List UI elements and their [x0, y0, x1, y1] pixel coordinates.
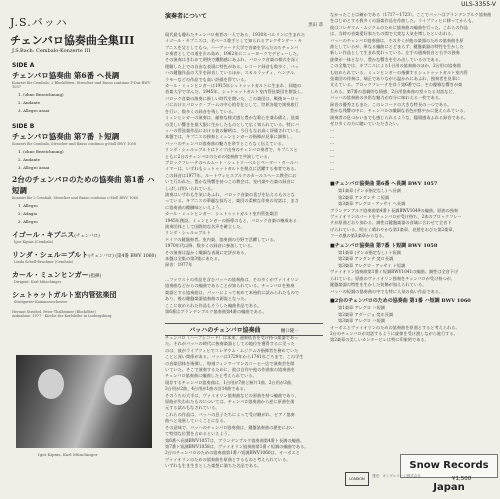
text-line: イマーは、いずれもシュトゥットガルトを拠点に活躍する奏者である。: [165, 166, 299, 172]
credit-line: Hermut Striebel, Peter Thalheimer (Blockflöte): [12, 310, 96, 314]
text-line: そのうちの大半は、ヴァイオリン協奏曲などの原曲を持つ編曲であり、: [165, 392, 299, 398]
text-line: 本盤では、キプニスの独奏とミュンヒンガーの指揮が見事に調和し、: [165, 134, 295, 140]
text-line: …: [330, 152, 335, 158]
side-b-work-1: チェンバロ協奏曲 第7番 ト短調: [12, 132, 120, 141]
essay-continuation: [165, 277, 323, 319]
price: ¥1,500: [452, 476, 472, 482]
text-line: …: [330, 140, 335, 146]
text-line: 原曲が失われたものについては、チェンバロ協奏曲から逆に原曲を復: [165, 399, 295, 405]
side-b-work-2-sub: Konzert für 2 Cembali, Streicher und Basso continuo c-Moll BWV 1060: [12, 196, 139, 200]
text-line: …: [330, 133, 335, 139]
text-line: チェンバロ協奏曲に編曲したと考えられている。: [165, 373, 257, 379]
text-line: ヴァイオリン協奏曲第1番イ短調BWV1041の編曲。調性は全音下げ: [330, 269, 459, 275]
text-line: フーガ風の第3楽章からなる。: [330, 233, 387, 239]
text-line: 彼はコレギウム・ムジクムのために協奏曲の編曲を行った。これらの作品: [330, 24, 468, 30]
side-b-label: SIDE B: [12, 123, 35, 130]
text-line: ロ奏者としての道を歩み始め、1962年にニューヨークでデビューした。: [165, 51, 302, 57]
movement: 3. Allegro: [18, 219, 38, 224]
text-line: リンダ・シェル＝ブルト: [165, 230, 211, 236]
text-line: た。それがバッハの時代に独奏楽器としての地位を獲得するに至った: [165, 341, 295, 347]
text-line: ドイツの鍵盤奏者。室内楽、協奏曲の分野で活躍している。: [165, 236, 278, 242]
text-line: ミュンヒンガーの演奏は、厳格な様式感と豊かな歌心を兼ね備え、弦楽: [165, 115, 300, 121]
photo-figure: [104, 375, 132, 405]
text-line: 第6番はブランデンブルク協奏曲第4番の編曲である。: [165, 309, 267, 315]
text-line: プニスを父としてもつ。ハーヴァード大学で音楽を学んだのちチェンバ: [165, 44, 299, 50]
performer-name: カール・ミュンヒンガー(指揮): [12, 270, 102, 279]
text-line: ブロックフレーテのヘルムート・シュトリーベルとペーター・タールハ: [165, 159, 298, 165]
text-line: 1945年創設。ミュンヒンガーの指導のもと、バロック音楽の権威ある: [165, 217, 297, 223]
label-logo: LONDON: [345, 472, 369, 486]
text-line: ッハの管弦楽作品における彼の解釈は、今日もなお高く評価されている。: [165, 127, 304, 133]
text-line: を行い、数多くの録音を残している。: [165, 108, 237, 114]
movement-row: 第1楽章 アレグロ ハ短調: [338, 305, 385, 311]
text-line: 弦楽団の伴奏は、端正でありながら温かみにあふれ、独奏者を見事に: [330, 76, 461, 82]
text-line: 本盤は全集の第3集にあたる。: [165, 256, 223, 262]
essay-text: [165, 335, 323, 470]
side-b-work-2: 2台のチェンバロのための協奏曲 第1番 ハ短調: [12, 175, 155, 195]
text-line: バッハのチェンバロ協奏曲は、その多くが他の楽器のための協奏曲を原: [330, 37, 464, 43]
text-line: 現存するチェンバロ協奏曲は、1台用が7曲と断片1曲、2台用が3曲、: [165, 379, 296, 385]
album-title-en: J.S.Bach: Cembalo-Konzerte III: [12, 48, 91, 54]
text-line: イゴール・キプニスは、名ベース歌手として知られるアレクサンダー・キ: [165, 38, 302, 44]
movement: 3. Allegro assai: [18, 108, 50, 113]
performers-essay: [165, 12, 323, 270]
work-title: ■チェンバロ協奏曲 第7番 ト短調 BWV 1058: [330, 242, 438, 249]
text-line: パにおけるバロック・ブームの中心的存在として、世界各地で演奏旅行: [165, 102, 299, 108]
text-line: その意味で、バッハのチェンバロ協奏曲は、鍵盤協奏曲の歴史におい: [165, 424, 295, 430]
credits: [8, 310, 158, 318]
text-line: 豊かな残響の中に、チェンバロの繊細な音色が鮮やかに捉えられている。: [330, 108, 468, 114]
text-line: ことと深い関係がある。バッハは1729年から1741年ごろまで、この学生: [165, 354, 304, 360]
text-line: 2台のチェンバロが対話するように旋律を受け渡しながら進行する。: [330, 330, 458, 336]
movement: 3. Allegro assai: [18, 165, 50, 170]
side-a-work: チェンバロ協奏曲 第6番 ヘ長調: [12, 71, 120, 80]
work-title: ■チェンバロ協奏曲 第6番 ヘ長調 BWV 1057: [330, 181, 438, 187]
performer-name: イゴール・キプニス(チェンバロ): [12, 230, 100, 239]
essay-text: [165, 32, 323, 269]
text-line: この録音は1977年、ルートヴィヒスブルクのカールスヘーエ教会にお: [165, 172, 297, 178]
text-line: あり、後の鍵盤楽器協奏曲の源流となった。: [165, 296, 249, 302]
text-line: リンダ・シェル＝ブルトはドイツ出身のチェンバロ奏者で、キプニスと: [165, 147, 298, 153]
text-line: 理解した上での自由な表現に特色がある。レコード録音も数多く、バッ: [165, 63, 299, 69]
text-line: られている。原曲のヴァイオリン独奏をチェンバロが受け持つが、: [330, 275, 456, 281]
text-line: なかったことは確かである（1717〜1723）。ここでバッハはブランデンブルク協奏曲: [330, 12, 492, 17]
text-line: …: [330, 146, 335, 152]
text-line: 元する試みもなされている。: [165, 405, 220, 411]
album-title-jp: チェンバロ協奏曲全集III: [10, 34, 135, 47]
movement-row: 第2楽章 アンダンテ ニ短調: [338, 194, 390, 200]
text-line: の美しい響きを最大限に生かしたものとして広く知られている。特にバ: [165, 121, 300, 127]
text-line: 3台用が2曲、4台用が1曲の計14曲である。: [165, 386, 248, 392]
text-line: 第7番ト短調BWV1058は、ヴァイオリン協奏曲第1番イ短調の編曲である。: [165, 443, 309, 449]
movement: 2. Adagio: [18, 211, 38, 216]
text-line: 演奏者の息づかいまでも感じられるような、臨場感あふれる録音である。: [330, 114, 469, 120]
performers-photo: [16, 355, 152, 448]
text-line: 鍵盤楽器の特性を生かした装飾が加えられている。: [330, 282, 427, 288]
performer-sub: Dirigent: Karl Münchinger: [14, 280, 62, 284]
right-essay: [330, 12, 492, 172]
text-line: バッハの短調の協奏曲の中でも特に人気の高い作品である。: [330, 288, 444, 294]
text-line: カール・ミュンヒンガーは1915年シュトゥットガルトに生まれ、同地の: [165, 83, 302, 89]
text-line: ハの鍵盤作品の大半を録音しているほか、スカルラッティ、ヘンデル、: [165, 70, 299, 76]
text-line: オーボエとヴァイオリンのための協奏曲を原曲とすると考えられる。: [330, 324, 460, 330]
essay-author: 黒田 恭: [308, 23, 323, 29]
performer-sub: Stuttgarter Kammerorchester: [14, 300, 68, 304]
movement-row: 第1楽章 (テンポ指定なし) ヘ長調: [338, 188, 401, 194]
text-line: バッハの協奏曲の多彩な魅力が存分に味わえる一枚である。: [330, 95, 444, 101]
text-line: のは、彼がライプツィヒでコレギウム・ムジクムの指揮者を務めていた: [165, 347, 299, 353]
text-line: しばしば用いられている。: [165, 185, 216, 191]
text-line: 曲としているが、単なる編曲にとどまらず、鍵盤楽器の特性を生かした: [330, 44, 464, 50]
movement-row: 第3楽章 アレグロ・アッサイ ヘ長調: [338, 201, 406, 207]
text-line: ヴァイオリンのパートをチェンバロが受け持ち、2本のブロックフレー: [330, 214, 462, 220]
text-line: 旋律が一体となり、豊かな響きを生み出しているのである。: [330, 56, 444, 62]
side-a-work-sub: Konzert für Cembalo, 2 Blockflöten, Streicher und Basso continuo F-Dur BWV 1057: [12, 81, 151, 89]
text-line: 支えている。ブロックフレーテを伴う第6番では、その優雅な響きが楽: [330, 82, 463, 88]
side-a-label: SIDE A: [12, 62, 35, 69]
essay-text: [165, 277, 323, 315]
text-line: 1970年代以降、数多くの録音に参加している。: [165, 243, 256, 249]
text-line: …: [330, 165, 335, 171]
text-line: に協奏曲の醍醐味といえよう。: [165, 204, 224, 210]
text-line: 録音：1977年: [165, 262, 193, 268]
work-notes: [330, 178, 492, 344]
text-line: ともに2台のチェンバロのための協奏曲で共演している。: [165, 153, 272, 159]
text-line: …: [330, 127, 335, 133]
text-line: も収められている。ミュンヒンガーの指揮するシュトゥットガルト室内管: [330, 69, 468, 75]
photo-figure: [38, 369, 64, 399]
work-title: ■2台のチェンバロのための協奏曲 第1番 ハ短調 BWV 1060: [330, 297, 471, 304]
movement: 1. Allegro: [18, 203, 38, 208]
text-line: この全集では、キプニスによる1台用の協奏曲のほか、2台用の協奏曲: [330, 63, 461, 69]
movement: 1. (ohne Bezeichnung): [18, 92, 64, 97]
text-line: 曲へと発展していくことになる。: [165, 418, 228, 424]
composer-name: J.S.バッハ: [10, 16, 68, 29]
text-line: 協奏曲などからの編曲であることが知られている。チェンバロを独奏: [165, 283, 295, 289]
text-line: カール・ミュンヒンガー：シュトゥットガルト室内管弦楽団: [165, 211, 278, 217]
text-line: いていた。そこで演奏するために、彼は自作や他の作曲家の協奏曲を: [165, 367, 295, 373]
text-line: その演奏は温かく繊細な表現に定評がある。: [165, 249, 249, 255]
section-author: 樋口隆一: [280, 329, 299, 334]
essay-heading: 演奏者について: [165, 13, 207, 20]
credit-line: Aufnahme: 1977 · Kirche der Karlshöhe in Ludwigsburg: [12, 314, 112, 318]
text-line: 演奏団体として国際的な名声を確立した。: [165, 224, 245, 229]
text-line: テが原曲どおり加わる。調性は鍵盤楽器の音域に合わせて全音下: [330, 220, 452, 226]
movement-row: 第3楽章 アレグロ・アッサイ ト短調: [338, 262, 406, 268]
movement: 2. Andante: [18, 157, 41, 162]
section-heading: バッハのチェンバロ協奏曲 樋口隆一: [165, 323, 323, 336]
text-line: 第6番ヘ長調BWV1057は、ブランデンブルク協奏曲第4番ト長調の編曲。: [165, 437, 305, 443]
text-line: ヴァイオリンのための協奏曲を原曲とするものと考えられている。: [165, 456, 291, 462]
movement-row: 第2楽章 アダージョ 変ホ長調: [338, 311, 394, 317]
text-line: …: [330, 159, 335, 165]
left-column: [8, 10, 158, 318]
performer-name: リンダ・シェル＝ブルト(チェンバロ) (第4番 BWV 1060): [12, 250, 157, 259]
essay-text: [330, 12, 492, 172]
text-line: チェンバロ（ハープシコード）は本来、通奏低音を受け持つ楽器であっ: [165, 335, 299, 340]
text-line: 楽器とする協奏曲は、バッハによって初めて本格的に試みられたもので: [165, 289, 300, 295]
text-line: の音楽団体を指揮し、毎週ツィンマーマンのコーヒー店で演奏会を開: [165, 360, 295, 366]
text-line: 録音の優秀さもまた、このレコードの大きな特長の一つである。: [330, 101, 452, 107]
text-line: ラモーなどの作品でも高い評価を得ている。: [165, 76, 249, 82]
text-line: しめる。第7番の悲劇的な情感、2台用協奏曲の堂々たる対話など、: [330, 88, 457, 94]
footer-text: 発売：キングレコード株式会社: [372, 474, 421, 478]
concerto-essay: [165, 335, 323, 475]
photo-caption: Igor Kipnis, Karl Münchinger: [38, 452, 98, 457]
text-line: をはじめとする数多くの器楽作品を作曲した。ライプツィヒに移ってからも、: [330, 18, 477, 24]
catalog-number: ULS-3355-V: [461, 1, 496, 8]
text-line: …ファウストの作品を含むバッハの協奏曲は、その多くがヴァイオリン: [165, 277, 299, 282]
performer-sub: Igor Kipnis (Cembalo): [14, 240, 54, 244]
movement-row: 第1楽章 (テンポ指定なし) ト短調: [338, 250, 401, 256]
movement-row: 第2楽章 アンダンテ 変ロ長調: [338, 256, 394, 262]
text-line: 現代最も優れたチェンバロ奏者の一人である、1930年ベルリンに生まれた: [165, 31, 306, 37]
movement: 2. Andante: [18, 100, 41, 105]
text-line: 2台のチェンバロのための協奏曲第1番ハ短調BWV1060は、オーボエと: [165, 450, 300, 456]
text-line: 新しい作品として生まれ変わっている。左手の通奏低音と右手の独奏: [330, 50, 460, 56]
text-line: っている。キプニスの華麗な技巧と、楽団の柔軟な伴奏の対話は、まさ: [165, 198, 299, 204]
performer-sub: Linda Schell-Bruckner (Cembalo): [14, 260, 74, 264]
side-b-work-1-sub: Konzert für Cembalo, Streicher und Basso continuo g-Moll BWV 1058: [12, 142, 137, 146]
text-line: 第2楽章の美しいカンタービレは特に印象的である。: [330, 337, 429, 343]
text-line: 音楽大学で学んだ。1945年、シュトゥットガルト室内管弦楽団を創設し、: [165, 89, 306, 95]
text-line: これらの作品は、バッハの息子たちによって受け継がれ、ピアノ協奏: [165, 411, 295, 417]
watermark: Snow Records Japan: [400, 454, 498, 478]
text-line: ここに収められた作品もそうした編曲作品である。: [165, 302, 262, 308]
movement: 1. (ohne Bezeichnung): [18, 149, 64, 154]
text-line: ブランデンブルク協奏曲第4番ト長調BWV1049の編曲。原曲の独奏: [330, 207, 459, 213]
performer-name: シュトゥットガルト室内管弦楽団: [12, 290, 117, 299]
text-line: は、当時の音楽愛好家たちの間で大変な人気を博したといわれる。: [330, 31, 456, 37]
text-line: 演奏はいずれも生気にあふれ、バロック音楽の喜びを伝えるものとな: [165, 191, 295, 197]
text-line: バロック音楽の演奏に新しい時代を開いた。この楽団は、戦後ヨーロッ: [165, 95, 299, 101]
text-line: いずれも生き生きとした楽想に満ちた名品である。: [165, 463, 262, 469]
movement-row: 第3楽章 アレグロ ハ短調: [338, 318, 385, 324]
text-line: げられている。明るく晴れやかな第1楽章、哀愁をおびた第2楽章、: [330, 226, 457, 232]
text-line: その演奏はきわめて明快で躍動感にあふれ、バロック音楽の様式を深く: [165, 57, 300, 63]
text-line: バッハのチェンバロ協奏曲の魅力を余すところなく伝えている。: [165, 140, 287, 146]
text-line: ぜひ多くの方に聴いていただきたい。: [330, 120, 402, 126]
text-line: いて行われた。豊かな残響を持つこの教会は、室内楽や古楽の録音に: [165, 179, 295, 185]
text-line: て特別な位置を占めるといえよう。: [165, 431, 233, 437]
